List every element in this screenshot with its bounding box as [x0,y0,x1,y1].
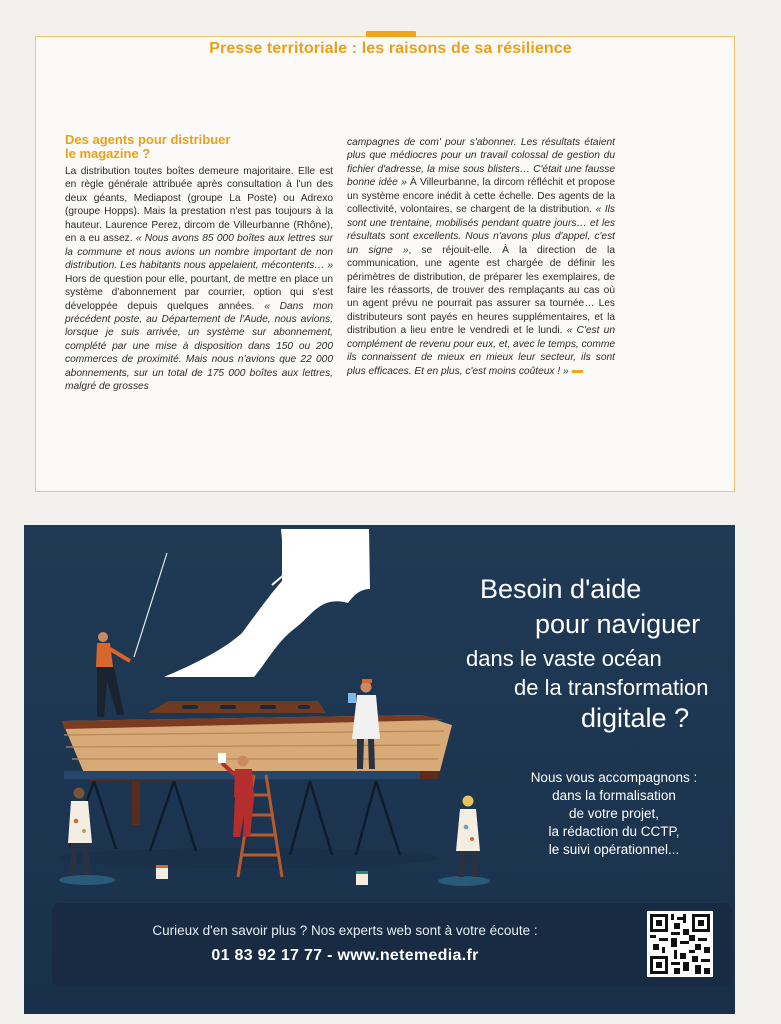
article-column-left [65,133,333,394]
text-run: , se réjouit-elle. À la direction de la communication, une agente est chargée de définir les périmètres de distribution, de préparer les exemplaires, de faire les réassorts, de trouver des remplaçants au cas où un agent prévu ne pourrait pas assurer sa tournée… Les distributeurs sont payés en heures supplémentaires, et la distribution a lieu entre le vendredi et le lundi. [347,244,615,337]
quote-run: « Dans mon précédent poste, au Département de l'Aude, nous avions, lorsque je suis arrivée, un système sur abonnement, complété par une mise à disposition dans 150 ou 200 commerces de proximité. Mais nous n'avions que 22 000 abonnements, sur un total de 175 000 boîtes aux lettres, malgré de grosses [65,300,333,393]
ad-services-list [504,769,724,859]
ad-services-line: dans la formalisation [552,788,676,803]
accent-tab [366,31,416,37]
section-title: Presse territoriale : les raisons de sa résilience [209,40,572,57]
text-run: Hors de question pour elle, pourtant, de mettre en place un système d'abonnement par courrier, option qui s'est développée depuis quelques années. [65,273,333,312]
ad-headline-line-1: Besoin d'aide [480,574,642,604]
contact-invitation: Curieux d'en savoir plus ? Nos experts web sont à votre écoute : [152,923,538,938]
text-run: À Villeurbanne, la dircom réfléchit et propose un système encore inédit à cette échelle. Des agents de la collectivité, volontaires, se chargent de la distribution. [347,177,616,216]
ad-services-line: Nous vous accompagnons : [530,770,698,785]
article-subhead [65,133,333,161]
contact-phone-website[interactable]: 01 83 92 17 77 - www.netemedia.fr [211,947,479,964]
ad-services-line: la rédaction du CCTP, [548,824,680,839]
ad-headline-line-4: de la transformation [514,675,709,700]
quote-run: « C'est un complément de revenu pour eux, et, avec le temps, comme ils connaissent de mieux en mieux leur secteur, ils sont plus efficaces. Et en plus, c'est moins coûteux ! » [347,325,615,377]
end-of-article-mark [572,370,583,373]
ad-services-line: de votre projet, [568,806,660,821]
article-paragraph [65,165,333,394]
ad-services-line: le suivi opérationnel... [548,842,680,857]
ad-headline-line-3: dans le vaste océan [466,646,662,671]
ad-headline-line-5: digitale ? [581,703,690,733]
quote-run: campagnes de com' pour s'abonner. Les résultats étaient plus que médiocres pour un travail colossal de gestion du fichier d'adresse, la mise sous blisters… C'était une fausse bonne idée » [347,137,615,189]
ad-headline-line-2: pour naviguer [535,609,701,639]
quote-run: « Nous avons 85 000 boîtes aux lettres sur la commune et nous avions un nombre important de non distribution. Les habitants nous appelaient, mécontents… » [65,233,333,272]
contact-band [52,903,732,986]
subhead-line-2: le magazine ? [65,146,151,161]
advertisement [24,525,735,1014]
text-run: La distribution toutes boîtes demeure majoritaire. Elle est en règle générale attribuée après consultation à l'un des deux géants, Mediapost (groupe La Poste) ou Adrexo (groupe Hopps). Mais la prestation n'est pas toujours à la hauteur. Laurence Perez, dircom de Villeurbanne (Rhône), en a eu assez. [65,166,333,245]
article-column-right [347,136,615,378]
article-paragraph [347,136,615,378]
quote-run: « Ils sont une trentaine, mobilisés pendant quatre jours… et les résultats sont excellents. Nous n'avons plus d'appel, c'est un signe » [347,204,616,256]
subhead-line-1: Des agents pour distribuer [65,132,231,147]
qr-code-icon[interactable] [647,911,713,977]
